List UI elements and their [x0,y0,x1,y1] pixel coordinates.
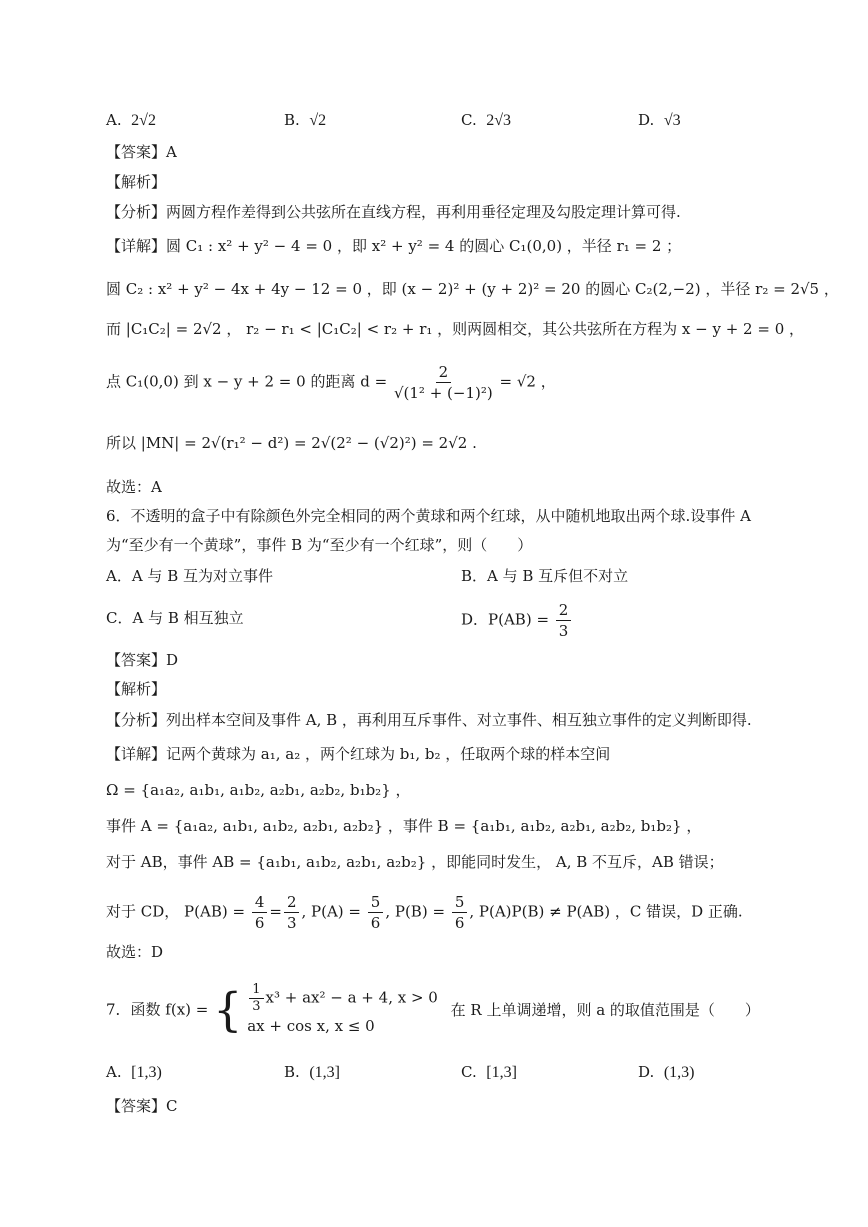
q5-option-c-value: 2√3 [486,112,512,129]
q6-option-c: C．A 与 B 相互独立 [106,609,244,627]
q5-option-a: A. 2√2 [106,111,156,129]
q6-stem-line-1: 6．不透明的盒子中有除颜色外完全相同的两个黄球和两个红球，从中随机地取出两个球.设事件 A [106,507,751,525]
q6-option-a: A．A 与 B 互为对立事件 [106,567,273,585]
q5-option-b: B. √2 [284,111,327,129]
q6-fraction-4: $\frac{5}{6}$ [452,892,468,933]
q5-detail-line-3: 而 |C₁C₂| = 2√2 ， r₂ − r₁ < |C₁C₂| < r₂ + r₁ ，则两圆相交，其公共弦所在方程为 x − y + 2 = 0 ， [106,320,805,338]
q5-option-d: D. √3 [638,111,681,129]
q5-option-c: C. 2√3 [461,111,512,129]
q5-option-d-value: √3 [663,112,681,129]
q5-analysis: 【分析】两圆方程作差得到公共弦所在直线方程，再利用垂径定理及勾股定理计算可得. [106,203,681,221]
q6-fraction-1: $\frac{4}{6}$ [252,892,268,933]
q6-choose: 故选：D [106,943,164,961]
q7-option-b-value: (1,3] [309,1064,340,1081]
q7-piecewise-brace: { [213,982,243,1037]
q6-detail-line-2: Ω = {a₁a₂, a₁b₁, a₁b₂, a₂b₁, a₂b₂, b₁b₂} ， [106,781,411,799]
q5-detail-line-2: 圆 C₂ : x² + y² − 4x + 4y − 12 = 0 ，即 (x − 2)² + (y + 2)² = 20 的圆心 C₂(2,−2) ，半径 r₂ = 2√5 ， [106,280,839,298]
q6-detail-line-5: 对于 CD， P(AB) = $\frac{4}{6}$ = $\frac{2}{3}$ , P(A) = $\frac{5}{6}$ , P(B) = $\frac{5}{6}$ , P(A)P(B) ≠ P(AB) ，C 错误，D 正确. [106,893,743,932]
q5-analysis-heading: 【解析】 [106,173,167,191]
q7-option-a: A. [1,3) [106,1063,162,1081]
q5-detail-line-1: 【详解】圆 C₁ : x² + y² − 4 = 0 ，即 x² + y² = 4 的圆心 C₁(0,0) ，半径 r₁ = 2 ； [106,237,682,255]
q6-detail-line-4: 对于 AB，事件 AB = {a₁b₁, a₁b₂, a₂b₁, a₂b₂} ，即能同时发生， A, B 不互斥，AB 错误； [106,853,724,871]
q7-stem: 7．函数 f(x) = { $\frac{1}{3}$ x³ + ax² − a + 4, x > 0 ax + cos x, x ≤ 0 在 R 上单调递增，则 a 的取值范围是（ ） [106,982,760,1037]
q7-option-a-value: [1,3) [131,1064,162,1081]
q5-distance-fraction: $\frac{2}{\text{√(1² + (−1)²)}}$ [393,363,493,402]
q7-answer: 【答案】C [106,1097,178,1115]
q7-piecewise-cases [247,982,438,1037]
q5-choose: 故选：A [106,478,162,496]
q6-option-b: B．A 与 B 互斥但不对立 [461,567,629,585]
q7-option-d-value: (1,3) [663,1064,695,1081]
q6-analysis: 【分析】列出样本空间及事件 A, B ，再利用互斥事件、对立事件、相互独立事件的定义判断即得. [106,711,752,729]
q6-fraction-3: $\frac{5}{6}$ [368,892,384,933]
q5-answer: 【答案】A [106,143,177,161]
q7-option-b: B. (1,3] [284,1063,340,1081]
q7-option-d: D. (1,3) [638,1063,695,1081]
q6-detail-line-3: 事件 A = {a₁a₂, a₁b₁, a₁b₂, a₂b₁, a₂b₂} ，事件 B = {a₁b₁, a₁b₂, a₂b₁, a₂b₂, b₁b₂} ， [106,817,702,835]
q6-option-d: D．P(AB) = $\frac{2}{3}$ [461,600,573,641]
q7-option-c: C. [1,3] [461,1063,517,1081]
q6-analysis-heading: 【解析】 [106,680,167,698]
q5-detail-line-5: 所以 |MN| = 2√(r₁² − d²) = 2√(2² − (√2)²) = 2√2 . [106,434,477,452]
q7-case-2: ax + cos x, x ≤ 0 [247,1017,375,1035]
q7-option-c-value: [1,3] [486,1064,517,1081]
q7-case-1: $\frac{1}{3}$ x³ + ax² − a + 4, x > 0 [247,982,438,1015]
q5-detail-line-4: 点 C₁(0,0) 到 x − y + 2 = 0 的距离 d = $\frac{2}{\text{√(1² + (−1)²)}}$ = √2 ， [106,363,556,402]
q6-detail-line-1: 【详解】记两个黄球为 a₁, a₂ ，两个红球为 b₁, b₂ ，任取两个球的样本空间 [106,745,611,763]
q5-option-b-value: √2 [309,112,327,129]
q5-option-a-value: 2√2 [131,112,156,129]
q6-answer: 【答案】D [106,651,179,669]
q6-fraction-2: $\frac{2}{3}$ [284,892,300,933]
q6-option-d-fraction: $\frac{2}{3}$ [556,600,572,641]
q6-stem-line-2: 为“至少有一个黄球”，事件 B 为“至少有一个红球”，则（ ） [106,536,533,554]
